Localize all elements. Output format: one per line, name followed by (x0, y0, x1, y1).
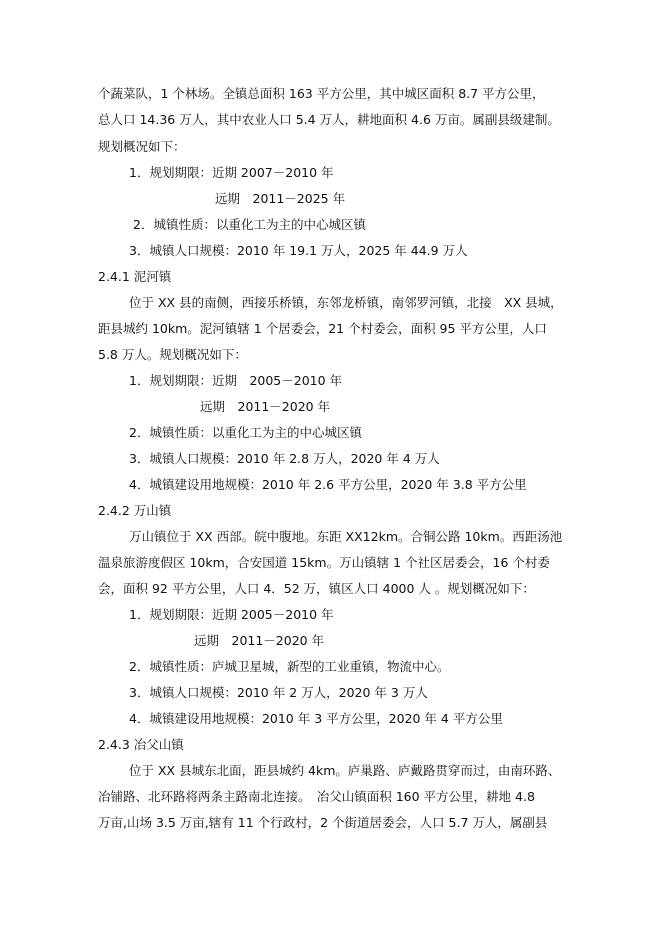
section-heading: 2.4.1 泥河镇 (98, 269, 172, 284)
body-text-line: 5.8 万人。规划概况如下： (98, 347, 247, 362)
body-text-line: 距县城约 10km。泥河镇辖 1 个居委会，21 个村委会，面积 95 平方公里，人口 (98, 321, 547, 336)
body-text-line: 万亩,山场 3.5 万亩,辖有 11 个行政村，2 个街道居委会，人口 5.7 万人，属副县 (98, 815, 548, 830)
body-text-line: 冶铺路、北环路将两条主路南北连接。 冶父山镇面积 160 平方公里，耕地 4.8 (98, 789, 535, 804)
plan-land: 4．城镇建设用地规模：2010 年 2.6 平方公里，2020 年 3.8 平方公里 (129, 477, 527, 492)
plan-period-far: 远期 2011－2020 年 (200, 399, 331, 414)
plan-population: 3．城镇人口规模：2010 年 19.1 万人，2025 年 44.9 万人 (129, 243, 468, 258)
plan-period-near: 1．规划期限：近期 2005－2010 年 (129, 607, 334, 622)
plan-period-near: 1．规划期限：近期 2007－2010 年 (129, 165, 334, 180)
plan-population: 3．城镇人口规模：2010 年 2 万人，2020 年 3 万人 (129, 685, 428, 700)
body-text-line: 万山镇位于 XX 西部。皖中腹地。东距 XX12km。合铜公路 10km。西距汤池 (129, 529, 563, 544)
plan-nature: 2．城镇性质：以重化工为主的中心城区镇 (133, 217, 366, 232)
body-text-line: 位于 XX 县城东北面，距县城约 4km。庐巢路、庐戴路贯穿而过，由南环路、 (129, 763, 561, 778)
body-text-line: 温泉旅游度假区 10km，合安国道 15km。万山镇辖 1 个社区居委会，16 个村委 (98, 555, 550, 570)
section-heading: 2.4.3 冶父山镇 (98, 737, 184, 752)
plan-period-far: 远期 2011－2025 年 (215, 191, 346, 206)
plan-nature: 2．城镇性质：庐城卫星城，新型的工业重镇，物流中心。 (129, 659, 450, 674)
plan-period-near: 1．规划期限：近期 2005－2010 年 (129, 373, 343, 388)
body-text-line: 会，面积 92 平方公里，人口 4．52 万，镇区人口 4000 人 。规划概况如下： (98, 581, 535, 596)
plan-period-far: 远期 2011－2020 年 (194, 633, 325, 648)
plan-land: 4．城镇建设用地规模：2010 年 3 平方公里，2020 年 4 平方公里 (129, 711, 503, 726)
body-text-line: 规划概况如下： (98, 139, 186, 154)
plan-nature: 2．城镇性质：以重化工为主的中心城区镇 (129, 425, 362, 440)
body-text-line: 总人口 14.36 万人，其中农业人口 5.4 万人，耕地面积 4.6 万亩。属副县级建制。 (98, 112, 560, 127)
section-heading: 2.4.2 万山镇 (98, 503, 172, 518)
body-text-line: 位于 XX 县的南侧，西接乐桥镇，东邻龙桥镇，南邻罗河镇，北接 XX 县城， (129, 295, 563, 310)
body-text-line: 个蔬菜队，1 个林场。全镇总面积 163 平方公里，其中城区面积 8.7 平方公里， (98, 86, 545, 101)
plan-population: 3．城镇人口规模：2010 年 2.8 万人，2020 年 4 万人 (129, 451, 440, 466)
